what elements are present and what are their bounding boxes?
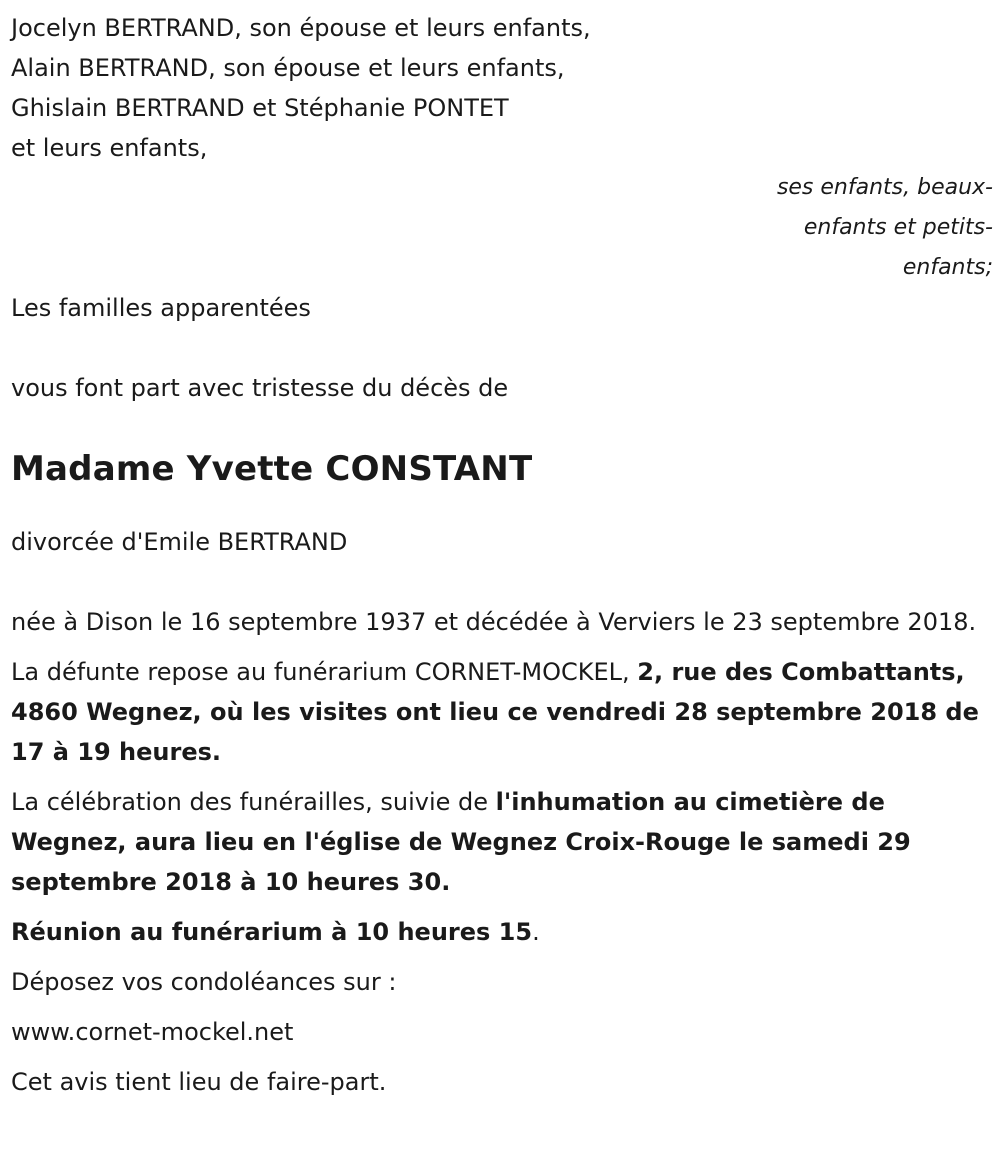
relation-line-2: enfants et petits- <box>803 215 993 240</box>
condolences-link[interactable]: www.cornet-mockel.net <box>11 1018 294 1046</box>
obituary-notice <box>11 8 993 1102</box>
related-families: Les familles apparentées <box>11 294 311 322</box>
family-line-4: et leurs enfants, <box>11 134 208 162</box>
deceased-name: Madame Yvette CONSTANT <box>11 449 533 489</box>
birth-death-info: née à Dison le 16 septembre 1937 et décédée à Verviers le 23 septembre 2018. <box>11 608 977 636</box>
relation-note <box>11 168 993 288</box>
meeting-paragraph <box>11 912 993 952</box>
notice-text: Cet avis tient lieu de faire-part. <box>11 1068 387 1096</box>
family-line-1: Jocelyn BERTRAND, son épouse et leurs enfants, <box>11 14 591 42</box>
relation-line-1: ses enfants, beaux- <box>776 175 993 200</box>
condolences-prompt: Déposez vos condoléances sur : <box>11 968 397 996</box>
family-list <box>11 8 993 168</box>
repose-details: 2, rue des Combattants, 4860 Wegnez, où les visites ont lieu ce vendredi 28 septembre 2018 de 17 à 19 heures. <box>11 658 979 766</box>
family-line-2: Alain BERTRAND, son épouse et leurs enfants, <box>11 54 565 82</box>
repose-intro: La défunte repose au funérarium CORNET-MOCKEL, <box>11 658 638 686</box>
family-line-3: Ghislain BERTRAND et Stéphanie PONTET <box>11 94 509 122</box>
meeting-text: Réunion au funérarium à 10 heures 15 <box>11 918 533 946</box>
repose-paragraph <box>11 652 993 772</box>
marital-status: divorcée d'Emile BERTRAND <box>11 528 348 556</box>
ceremony-intro: La célébration des funérailles, suivie de <box>11 788 496 816</box>
ceremony-details: l'inhumation au cimetière de Wegnez, aura lieu en l'église de Wegnez Croix-Rouge le samedi 29 septembre 2018 à 10 heures 30. <box>11 788 911 896</box>
ceremony-paragraph <box>11 782 993 902</box>
announcement-text: vous font part avec tristesse du décès de <box>11 374 509 402</box>
meeting-period: . <box>532 918 540 946</box>
relation-line-3: enfants; <box>902 255 993 280</box>
